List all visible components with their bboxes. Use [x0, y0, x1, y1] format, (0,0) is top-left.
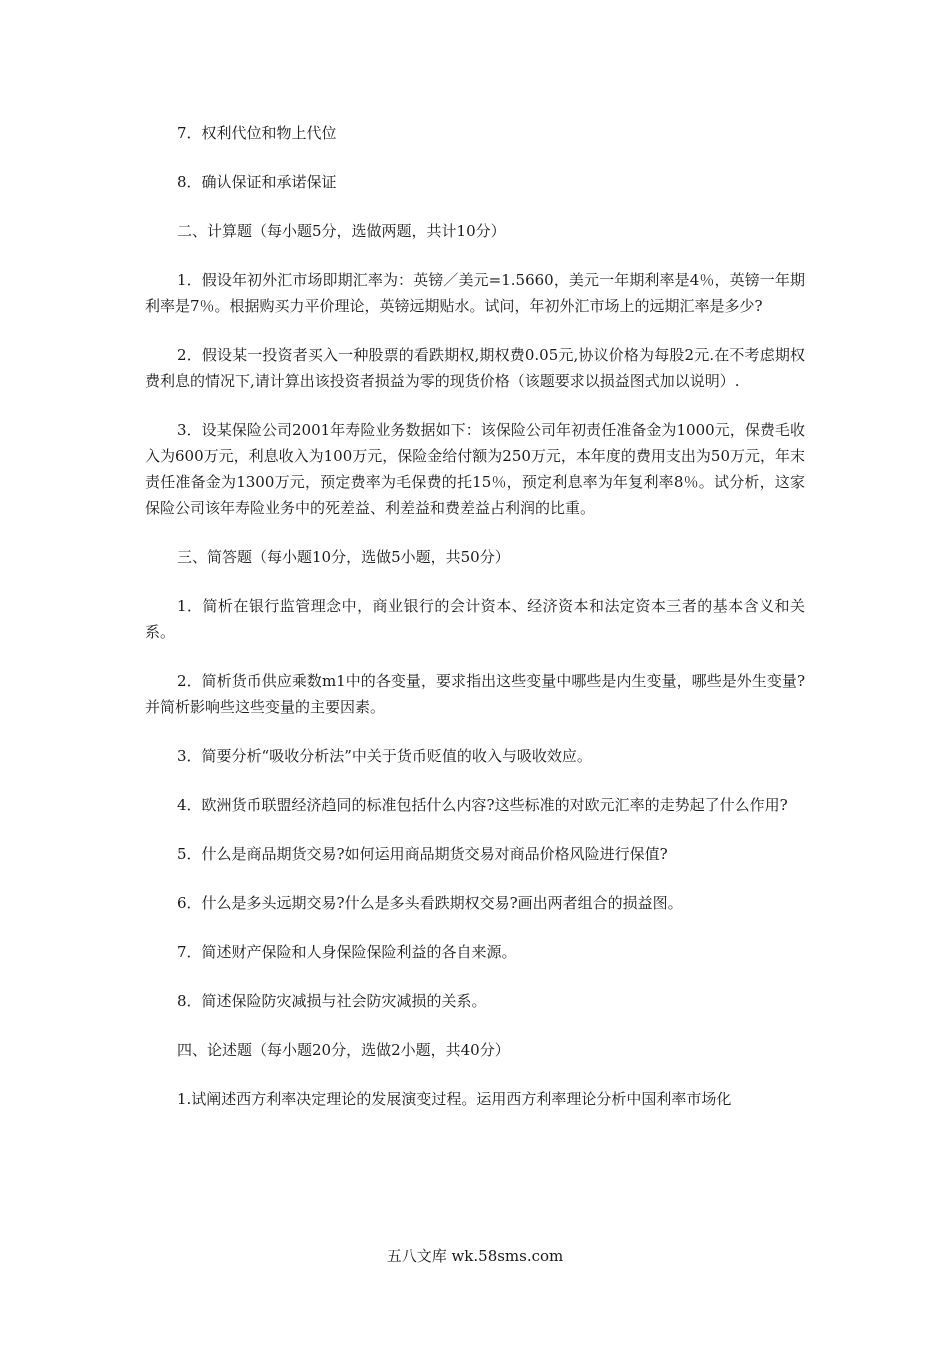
short-answer-4: 4．欧洲货币联盟经济趋同的标准包括什么内容?这些标准的对欧元汇率的走势起了什么作用?	[177, 796, 788, 814]
short-answer-7: 7．简述财产保险和人身保险保险利益的各自来源。	[177, 943, 517, 961]
calc-question-2: 2．假设某一投资者买入一种股票的看跌期权,期权费0.05元,协议价格为每股2元.在不考虑期权费利息的情况下,请计算出该投资者损益为零的现货价格（该题要求以损益图式加以说明）.	[145, 346, 805, 390]
short-answer-5: 5．什么是商品期货交易?如何运用商品期货交易对商品价格风险进行保值?	[177, 845, 668, 863]
short-answer-6: 6．什么是多头远期交易?什么是多头看跌期权交易?画出两者组合的损益图。	[177, 894, 683, 912]
section-heading-calculation: 二、计算题（每小题5分，选做两题，共计10分）	[177, 222, 506, 240]
short-answer-3: 3．简要分析“吸收分析法”中关于货币贬值的收入与吸收效应。	[177, 747, 592, 765]
page-footer: 五八文库 wk.58sms.com	[386, 1247, 564, 1265]
document-body	[145, 120, 805, 1112]
short-answer-8: 8．简述保险防灾减损与社会防灾减损的关系。	[177, 992, 487, 1010]
essay-question-1: 1.试阐述西方利率决定理论的发展演变过程。运用西方利率理论分析中国利率市场化	[177, 1090, 732, 1108]
section-heading-essay: 四、论述题（每小题20分，选做2小题，共40分）	[177, 1041, 510, 1059]
section-heading-short-answer: 三、简答题（每小题10分，选做5小题，共50分）	[177, 548, 510, 566]
short-answer-1: 1．简析在银行监管理念中，商业银行的会计资本、经济资本和法定资本三者的基本含义和关系。	[145, 597, 805, 641]
calc-question-1: 1．假设年初外汇市场即期汇率为：英镑／美元=1.5660，美元一年期利率是4％，英镑一年期利率是7％。根据购买力平价理论，英镑远期贴水。试问，年初外汇市场上的远期汇率是多少?	[145, 271, 805, 315]
calc-question-3: 3．设某保险公司2001年寿险业务数据如下：该保险公司年初责任准备金为1000元，保费毛收入为600万元，利息收入为100万元，保险金给付额为250万元，本年度的费用支出为50万元，年末责任准备金为1300万元，预定费率为毛保费的托15％，预定利息率为年复利率8％。试分析，这家保险公司该年寿险业务中的死差益、利差益和费差益占利润的比重。	[145, 421, 805, 517]
item-7-subrogation: 7．权利代位和物上代位	[177, 124, 337, 142]
item-8-warranty: 8．确认保证和承诺保证	[177, 173, 337, 191]
short-answer-2: 2．简析货币供应乘数m1中的各变量，要求指出这些变量中哪些是内生变量，哪些是外生变量?并简析影响些这些变量的主要因素。	[145, 672, 805, 716]
